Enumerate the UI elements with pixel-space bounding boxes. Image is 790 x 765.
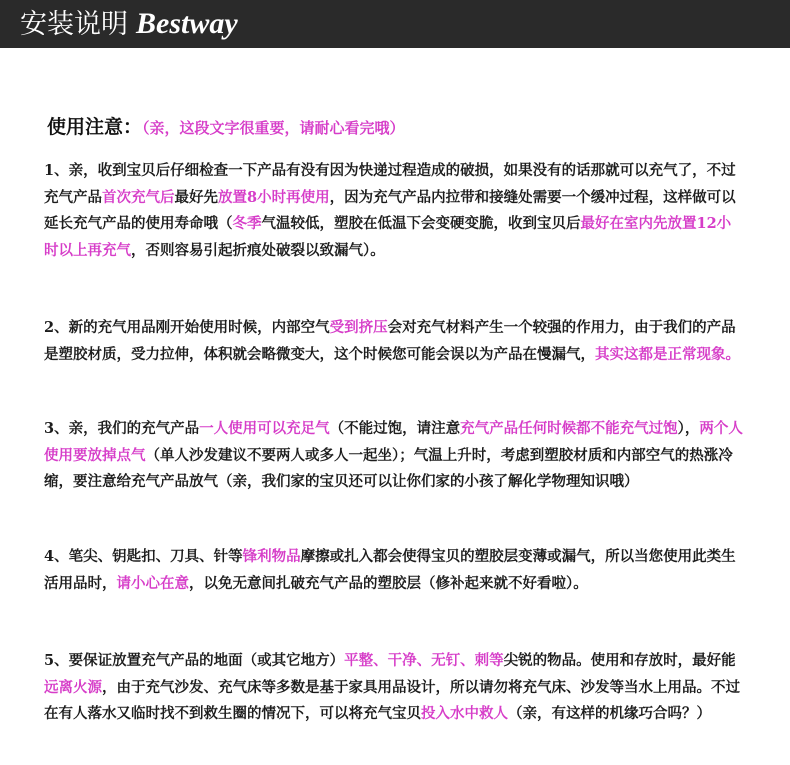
paragraph-text: 尖锐的物品。使用和存放时，最好能: [503, 652, 736, 669]
paragraph-text: ，由于充气沙发、充气床等多数是基于家具用品设计，所以请勿将充气床、沙发等当水上用品。不过在有人落水又临时找不到救生圈的情况下，可以将充气宝贝: [44, 678, 740, 722]
instruction-paragraph-1: [44, 158, 744, 264]
highlighted-text: 投入水中救人: [421, 705, 508, 722]
paragraph-text: 摩擦或扎入都会使得宝贝的塑胶层变薄或漏气，所以当您使用此类生活用品时，: [44, 548, 736, 592]
paragraph-text: ，否则容易引起折痕处破裂以致漏气）。: [131, 241, 385, 259]
instruction-paragraph-3: [44, 416, 744, 496]
paragraph-text: ），: [677, 420, 700, 437]
paragraph-text: 1、亲，收到宝贝后仔细检查一下产品有没有因为快递过程造成的破损，如果没有的话那就可以充气了，不过充气产品: [44, 162, 736, 206]
highlighted-text: 两个人使用要放掉点气: [44, 420, 743, 464]
notice-subtitle: （亲，这段文字很重要，请耐心看完哦）: [142, 119, 405, 137]
paragraph-text: （不能过饱，请注意: [329, 420, 461, 437]
highlighted-text: 充气产品任何时候都不能充气过饱: [460, 420, 678, 437]
paragraph-text: 最好先: [174, 188, 218, 206]
highlighted-text: 请小心在意: [116, 574, 189, 592]
highlighted-text: 锋利物品: [242, 548, 301, 565]
brand-name: Bestway: [136, 7, 238, 40]
highlighted-text: 受到挤压: [329, 319, 388, 336]
instruction-paragraph-2: [44, 315, 744, 368]
paragraph-text: 气温较低，塑胶在低温下会变硬变脆，收到宝贝后: [261, 215, 581, 232]
title-chinese: 安装说明: [20, 9, 128, 40]
highlighted-text: 平整、干净、无钉、刺等: [344, 652, 504, 669]
instruction-paragraph-5: [44, 648, 744, 728]
highlighted-text: 放置8小时再使用: [218, 188, 330, 206]
notice-heading-label: 使用注意：: [47, 116, 143, 138]
paragraph-text: 3、亲，我们的充气产品: [44, 420, 200, 437]
paragraph-text: （亲，有这样的机缘巧合吗？）: [508, 705, 711, 722]
highlighted-text: 远离火源: [44, 678, 102, 696]
highlighted-text: 最好在室内先放置12小时以上再充气: [44, 215, 732, 259]
instruction-paragraph-4: [44, 544, 744, 597]
paragraph-text: 5、要保证放置充气产品的地面（或其它地方）: [44, 652, 345, 669]
notice-heading: [47, 114, 405, 141]
highlighted-text: 其实这都是正常现象。: [595, 345, 740, 363]
paragraph-text: 2、新的充气用品刚开始使用时候，内部空气: [44, 319, 330, 336]
header-bar: [0, 0, 790, 48]
paragraph-text: 4、笔尖、钥匙扣、刀具、针等: [44, 548, 243, 565]
paragraph-text: 会对充气材料产生一个较强的作用力，由于我们的产品是塑胶材质，受力拉伸，体积就会略微变大，这个时候您可能会误以为产品在慢漏气，: [44, 319, 736, 363]
highlighted-text: 首次充气后: [102, 188, 175, 206]
highlighted-text: 一人使用可以充足气: [199, 420, 330, 437]
page-title: [20, 8, 238, 41]
paragraph-text: ，因为充气产品内拉带和接缝处需要一个缓冲过程，这样做可以延长充气产品的使用寿命哦（: [44, 188, 736, 232]
paragraph-text: （单人沙发建议不要两人或多人一起坐）；气温上升时，考虑到塑胶材质和内部空气的热涨冷缩，要注意给充气产品放气（亲，我们家的宝贝还可以让你们家的小孩了解化学物理知识哦）: [44, 446, 733, 490]
paragraph-text: ，以免无意间扎破充气产品的塑胶层（修补起来就不好看啦）。: [189, 574, 588, 592]
highlighted-text: 冬季: [232, 215, 262, 232]
